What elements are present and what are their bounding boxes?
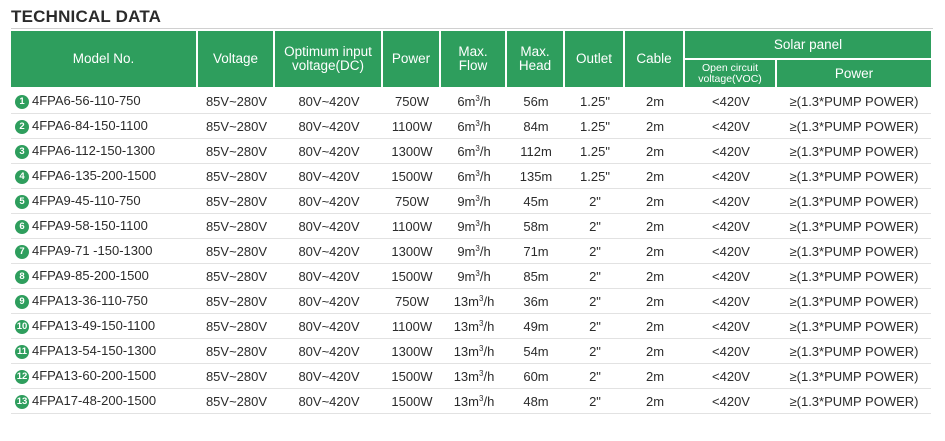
max-head-cell: 135m [507, 164, 565, 189]
voltage-cell: 85V~280V [198, 314, 275, 339]
row-number-badge: 3 [15, 145, 29, 159]
optimum-voltage-cell: 80V~420V [275, 289, 383, 314]
max-head-cell: 58m [507, 214, 565, 239]
header-optimum-voltage-line2: voltage(DC) [291, 58, 365, 73]
power-cell: 750W [383, 289, 441, 314]
solar-power-cell: ≥(1.3*PUMP POWER) [777, 189, 931, 214]
flow-value: 13m [453, 343, 479, 359]
solar-power-cell: ≥(1.3*PUMP POWER) [777, 339, 931, 364]
outlet-cell: 1.25" [565, 139, 625, 164]
cable-cell: 2m [625, 264, 685, 289]
flow-unit-suffix: /h [483, 318, 495, 334]
flow-unit-suffix: /h [479, 168, 491, 184]
open-circuit-voltage-cell: <420V [685, 164, 777, 189]
flow-unit-superscript: 3 [479, 368, 484, 378]
model-cell [11, 164, 198, 189]
optimum-voltage-cell: 80V~420V [275, 114, 383, 139]
header-power: Power [383, 31, 441, 89]
open-circuit-voltage-cell: <420V [685, 139, 777, 164]
optimum-voltage-cell: 80V~420V [275, 189, 383, 214]
max-flow-cell [441, 139, 507, 164]
max-flow-cell [441, 214, 507, 239]
outlet-cell: 2" [565, 239, 625, 264]
max-flow-cell [441, 314, 507, 339]
voltage-cell: 85V~280V [198, 239, 275, 264]
optimum-voltage-cell: 80V~420V [275, 314, 383, 339]
flow-unit-suffix: /h [479, 268, 491, 284]
solar-power-cell: ≥(1.3*PUMP POWER) [777, 139, 931, 164]
power-cell: 750W [383, 89, 441, 114]
table-row [11, 164, 931, 189]
max-head-cell: 71m [507, 239, 565, 264]
model-number: 4FPA6-84-150-1100 [32, 118, 148, 134]
cable-cell: 2m [625, 214, 685, 239]
optimum-voltage-cell: 80V~420V [275, 389, 383, 414]
open-circuit-voltage-cell: <420V [685, 214, 777, 239]
max-flow-cell [441, 264, 507, 289]
row-number-badge: 6 [15, 220, 29, 234]
solar-power-cell: ≥(1.3*PUMP POWER) [777, 89, 931, 114]
solar-power-cell: ≥(1.3*PUMP POWER) [777, 214, 931, 239]
power-cell: 1100W [383, 214, 441, 239]
max-head-cell: 84m [507, 114, 565, 139]
row-number-badge: 1 [15, 95, 29, 109]
solar-power-cell: ≥(1.3*PUMP POWER) [777, 289, 931, 314]
flow-value: 6m [457, 118, 476, 134]
table-row [11, 89, 931, 114]
table-row [11, 239, 931, 264]
solar-power-cell: ≥(1.3*PUMP POWER) [777, 264, 931, 289]
table-row [11, 339, 931, 364]
max-head-cell: 85m [507, 264, 565, 289]
power-cell: 1300W [383, 139, 441, 164]
optimum-voltage-cell: 80V~420V [275, 339, 383, 364]
max-flow-cell [441, 114, 507, 139]
flow-unit-superscript: 3 [475, 118, 480, 128]
power-cell: 1500W [383, 389, 441, 414]
flow-unit-superscript: 3 [475, 218, 480, 228]
max-head-cell: 36m [507, 289, 565, 314]
max-flow-cell [441, 364, 507, 389]
power-cell: 750W [383, 189, 441, 214]
voltage-cell: 85V~280V [198, 214, 275, 239]
model-cell [11, 214, 198, 239]
table-row [11, 364, 931, 389]
power-cell: 1500W [383, 364, 441, 389]
flow-unit-superscript: 3 [475, 143, 480, 153]
flow-unit-superscript: 3 [479, 343, 484, 353]
technical-data-table [11, 31, 931, 414]
table-row [11, 389, 931, 414]
header-open-circuit-voltage [685, 60, 777, 89]
model-cell [11, 289, 198, 314]
voltage-cell: 85V~280V [198, 89, 275, 114]
header-max-head [507, 31, 565, 89]
solar-power-cell: ≥(1.3*PUMP POWER) [777, 164, 931, 189]
flow-unit-superscript: 3 [479, 393, 484, 403]
voltage-cell: 85V~280V [198, 139, 275, 164]
row-number-badge: 12 [16, 370, 28, 382]
max-flow-cell [441, 189, 507, 214]
model-number: 4FPA9-45-110-750 [32, 193, 141, 209]
flow-unit-suffix: /h [479, 193, 491, 209]
max-head-cell: 49m [507, 314, 565, 339]
model-cell [11, 264, 198, 289]
cable-cell: 2m [625, 139, 685, 164]
model-number: 4FPA13-49-150-1100 [32, 318, 156, 334]
table-row [11, 214, 931, 239]
cable-cell: 2m [625, 239, 685, 264]
row-number-badge: 10 [16, 320, 28, 332]
table-row [11, 114, 931, 139]
table-row [11, 289, 931, 314]
flow-value: 9m [457, 243, 476, 259]
table-row [11, 139, 931, 164]
header-max-flow-line1: Max. [458, 44, 488, 59]
header-model: Model No. [11, 31, 198, 89]
outlet-cell: 1.25" [565, 114, 625, 139]
table-row [11, 189, 931, 214]
header-open-circuit-line1: Open circuit [701, 61, 759, 74]
power-cell: 1100W [383, 114, 441, 139]
voltage-cell: 85V~280V [198, 364, 275, 389]
row-number-badge: 8 [15, 270, 29, 284]
header-max-flow [441, 31, 507, 89]
model-number: 4FPA13-36-110-750 [32, 293, 148, 309]
row-number-badge: 13 [16, 395, 28, 407]
outlet-cell: 2" [565, 264, 625, 289]
flow-unit-suffix: /h [483, 393, 495, 409]
optimum-voltage-cell: 80V~420V [275, 139, 383, 164]
flow-value: 13m [453, 293, 479, 309]
voltage-cell: 85V~280V [198, 289, 275, 314]
flow-unit-suffix: /h [483, 293, 495, 309]
max-head-cell: 60m [507, 364, 565, 389]
flow-unit-superscript: 3 [475, 193, 480, 203]
cable-cell: 2m [625, 89, 685, 114]
max-flow-cell [441, 289, 507, 314]
header-max-head-line2: Head [518, 58, 552, 73]
header-optimum-voltage [275, 31, 383, 89]
max-flow-cell [441, 239, 507, 264]
model-cell [11, 114, 198, 139]
max-flow-cell [441, 89, 507, 114]
flow-value: 9m [457, 218, 476, 234]
model-number: 4FPA9-58-150-1100 [32, 218, 148, 234]
max-flow-cell [441, 339, 507, 364]
optimum-voltage-cell: 80V~420V [275, 364, 383, 389]
open-circuit-voltage-cell: <420V [685, 364, 777, 389]
solar-power-cell: ≥(1.3*PUMP POWER) [777, 239, 931, 264]
model-number: 4FPA6-112-150-1300 [32, 143, 156, 159]
flow-unit-suffix: /h [479, 243, 491, 259]
optimum-voltage-cell: 80V~420V [275, 264, 383, 289]
model-cell [11, 389, 198, 414]
outlet-cell: 2" [565, 364, 625, 389]
flow-unit-suffix: /h [479, 143, 491, 159]
header-open-circuit-line2: voltage(VOC) [698, 72, 762, 85]
cable-cell: 2m [625, 114, 685, 139]
model-number: 4FPA17-48-200-1500 [32, 393, 157, 409]
table-row [11, 314, 931, 339]
voltage-cell: 85V~280V [198, 189, 275, 214]
header-voltage: Voltage [198, 31, 275, 89]
row-number-badge: 5 [15, 195, 29, 209]
open-circuit-voltage-cell: <420V [685, 239, 777, 264]
model-cell [11, 89, 198, 114]
optimum-voltage-cell: 80V~420V [275, 164, 383, 189]
flow-unit-superscript: 3 [479, 293, 484, 303]
table-row [11, 264, 931, 289]
model-cell [11, 189, 198, 214]
optimum-voltage-cell: 80V~420V [275, 239, 383, 264]
max-head-cell: 45m [507, 189, 565, 214]
open-circuit-voltage-cell: <420V [685, 114, 777, 139]
model-number: 4FPA6-56-110-750 [32, 93, 141, 109]
row-number-badge: 9 [15, 295, 29, 309]
header-cable: Cable [625, 31, 685, 89]
model-cell [11, 139, 198, 164]
model-number: 4FPA9-85-200-1500 [32, 268, 149, 284]
header-solar-power: Power [777, 60, 931, 89]
outlet-cell: 1.25" [565, 89, 625, 114]
flow-unit-superscript: 3 [479, 318, 484, 328]
cable-cell: 2m [625, 339, 685, 364]
open-circuit-voltage-cell: <420V [685, 314, 777, 339]
row-number-badge: 7 [15, 245, 29, 259]
open-circuit-voltage-cell: <420V [685, 389, 777, 414]
flow-unit-suffix: /h [479, 218, 491, 234]
open-circuit-voltage-cell: <420V [685, 289, 777, 314]
cable-cell: 2m [625, 314, 685, 339]
cable-cell: 2m [625, 189, 685, 214]
cable-cell: 2m [625, 389, 685, 414]
outlet-cell: 1.25" [565, 164, 625, 189]
open-circuit-voltage-cell: <420V [685, 89, 777, 114]
voltage-cell: 85V~280V [198, 389, 275, 414]
open-circuit-voltage-cell: <420V [685, 339, 777, 364]
solar-power-cell: ≥(1.3*PUMP POWER) [777, 389, 931, 414]
flow-unit-suffix: /h [479, 93, 491, 109]
max-flow-cell [441, 164, 507, 189]
flow-value: 6m [457, 168, 476, 184]
max-head-cell: 54m [507, 339, 565, 364]
model-cell [11, 314, 198, 339]
flow-unit-suffix: /h [483, 343, 495, 359]
flow-unit-suffix: /h [483, 368, 495, 384]
max-flow-cell [441, 389, 507, 414]
flow-unit-superscript: 3 [475, 243, 480, 253]
power-cell: 1100W [383, 314, 441, 339]
power-cell: 1300W [383, 239, 441, 264]
flow-value: 6m [457, 143, 476, 159]
open-circuit-voltage-cell: <420V [685, 189, 777, 214]
header-max-head-line1: Max. [520, 44, 550, 59]
title-divider [11, 28, 933, 29]
max-head-cell: 112m [507, 139, 565, 164]
power-cell: 1500W [383, 264, 441, 289]
cable-cell: 2m [625, 364, 685, 389]
header-optimum-voltage-line1: Optimum input [284, 44, 372, 59]
row-number-badge: 2 [15, 120, 29, 134]
row-number-badge: 4 [15, 170, 29, 184]
flow-unit-superscript: 3 [475, 168, 480, 178]
model-number: 4FPA9-71 -150-1300 [32, 243, 153, 259]
outlet-cell: 2" [565, 289, 625, 314]
solar-power-cell: ≥(1.3*PUMP POWER) [777, 314, 931, 339]
flow-value: 9m [457, 193, 476, 209]
model-number: 4FPA13-60-200-1500 [32, 368, 157, 384]
flow-unit-superscript: 3 [475, 93, 480, 103]
page-title: TECHNICAL DATA [11, 7, 162, 26]
outlet-cell: 2" [565, 389, 625, 414]
flow-value: 13m [453, 318, 479, 334]
model-cell [11, 364, 198, 389]
max-head-cell: 56m [507, 89, 565, 114]
outlet-cell: 2" [565, 314, 625, 339]
header-max-flow-line2: Flow [458, 58, 488, 73]
model-number: 4FPA6-135-200-1500 [32, 168, 157, 184]
flow-value: 6m [457, 93, 476, 109]
outlet-cell: 2" [565, 214, 625, 239]
optimum-voltage-cell: 80V~420V [275, 89, 383, 114]
cable-cell: 2m [625, 164, 685, 189]
power-cell: 1300W [383, 339, 441, 364]
header-row [11, 31, 931, 60]
voltage-cell: 85V~280V [198, 339, 275, 364]
optimum-voltage-cell: 80V~420V [275, 214, 383, 239]
solar-power-cell: ≥(1.3*PUMP POWER) [777, 364, 931, 389]
max-head-cell: 48m [507, 389, 565, 414]
flow-value: 13m [453, 393, 479, 409]
header-outlet: Outlet [565, 31, 625, 89]
voltage-cell: 85V~280V [198, 114, 275, 139]
voltage-cell: 85V~280V [198, 164, 275, 189]
flow-unit-superscript: 3 [475, 268, 480, 278]
header-solar-panel: Solar panel [685, 31, 931, 60]
model-cell [11, 239, 198, 264]
outlet-cell: 2" [565, 189, 625, 214]
outlet-cell: 2" [565, 339, 625, 364]
cable-cell: 2m [625, 289, 685, 314]
flow-value: 9m [457, 268, 476, 284]
voltage-cell: 85V~280V [198, 264, 275, 289]
model-number: 4FPA13-54-150-1300 [32, 343, 157, 359]
flow-value: 13m [453, 368, 479, 384]
solar-power-cell: ≥(1.3*PUMP POWER) [777, 114, 931, 139]
row-number-badge: 11 [16, 345, 28, 357]
power-cell: 1500W [383, 164, 441, 189]
open-circuit-voltage-cell: <420V [685, 264, 777, 289]
flow-unit-suffix: /h [479, 118, 491, 134]
model-cell [11, 339, 198, 364]
